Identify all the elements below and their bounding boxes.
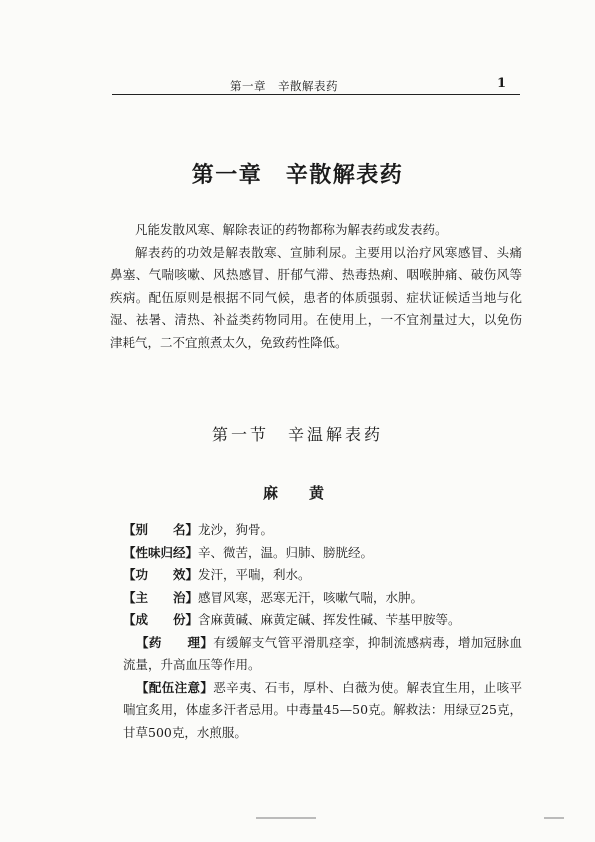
page-number: 1: [496, 76, 506, 91]
entry-efficacy: [110, 564, 522, 587]
entry-nature-meridian: [110, 542, 522, 565]
entry-composition: [110, 609, 522, 632]
intro-paragraph: 凡能发散风寒、解除表证的药物都称为解表药或发表药。: [135, 222, 448, 237]
intro-text: [110, 219, 522, 354]
entry-label: 【主 治】: [123, 589, 199, 605]
entry-label: 【药 理】: [136, 634, 214, 650]
entry-content: 有缓解支气管平滑肌痉挛，抑制流感病毒，增加冠脉血流量，升高血压等作用。: [123, 634, 522, 672]
entry-label: 【别 名】: [123, 522, 199, 537]
entry-label: 【配伍注意】: [136, 679, 214, 695]
section-title: 第一节 辛温解表药: [211, 425, 383, 444]
running-title: 第一章 辛散解表药: [230, 79, 338, 93]
entry-label: 【功 效】: [123, 567, 199, 582]
entry-content: 龙沙，狗骨。: [198, 522, 274, 537]
herb-title: 麻 黄: [262, 484, 332, 502]
entry-label: 【性味归经】: [123, 544, 199, 560]
scan-artifacts: [0, 817, 595, 825]
entry-label: 【成 份】: [123, 612, 199, 627]
entry-indications: [110, 587, 522, 610]
entry-pharmacology: [110, 632, 522, 677]
running-header: [112, 78, 520, 95]
entry-content: 感冒风寒，恶寒无汗，咳嗽气喘，水肿。: [198, 589, 424, 605]
entry-content: 恶辛夷、石韦，厚朴、白薇为使。解表宜生用，止咳平喘宜炙用，体虚多汗者忌用。中毒量45—50克。解救法：用绿豆25克，甘草500克，水煎服。: [123, 679, 522, 740]
entry-content: 含麻黄碱、麻黄定碱、挥发性碱、苄基甲胺等。: [198, 612, 461, 627]
entry-alias: [110, 519, 522, 542]
intro-paragraph: 解表药的功效是解表散寒、宣肺利尿。主要用以治疗风寒感冒、头痛鼻塞、气喘咳嗽、风热感冒、肝郁气滞、热毒热痢、咽喉肿痛、破伤风等疾病。配伍原则是根据不同气候，患者的体质强弱、症状证候适当地与化湿、祛暑、清热、补益类药物同用。在使用上，一不宜剂量过大，以免伤津耗气，二不宜煎煮太久，免致药性降低。: [110, 244, 522, 350]
herb-entries: [110, 519, 522, 744]
chapter-title: 第一章 辛散解表药: [191, 162, 404, 188]
entry-content: 辛、微苦，温。归肺、膀胱经。: [198, 544, 374, 560]
entry-content: 发汗，平喘，利水。: [198, 567, 311, 582]
entry-compatibility: [110, 677, 522, 745]
